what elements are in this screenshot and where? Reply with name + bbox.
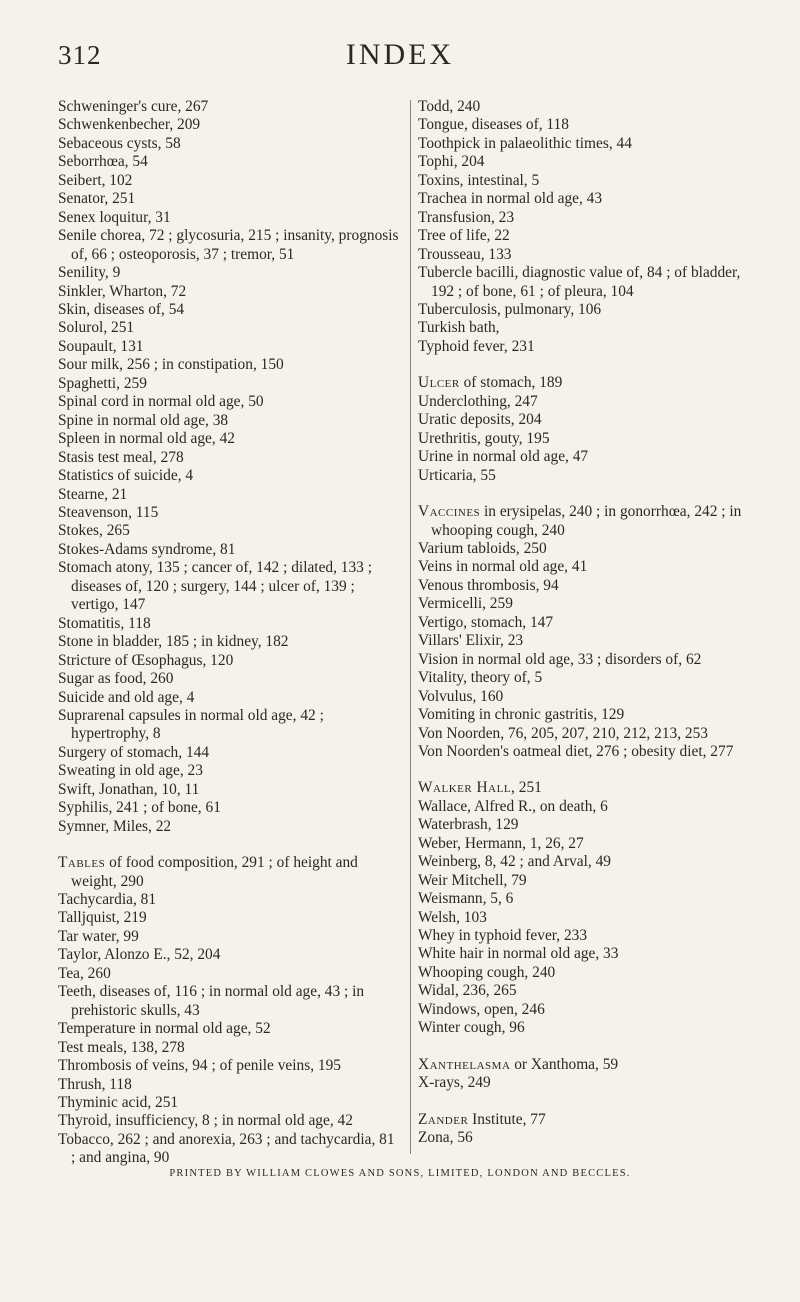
printer-footer: PRINTED BY WILLIAM CLOWES AND SONS, LIMITED, LONDON AND BECCLES.: [169, 1168, 631, 1179]
index-entry: Symner, Miles, 22: [58, 817, 172, 835]
index-entry: Stone in bladder, 185 ; in kidney, 182: [58, 633, 289, 651]
index-entry: Sweating in old age, 23: [58, 762, 203, 780]
index-entry: Widal, 236, 265: [418, 982, 517, 1000]
index-entry: Walker Hall, 251: [418, 779, 542, 797]
index-entry: Stokes-Adams syndrome, 81: [58, 540, 236, 558]
index-entry: Stricture of Œsophagus, 120: [58, 651, 234, 669]
index-entry: Weismann, 5, 6: [418, 890, 514, 908]
index-entry: Von Noorden's oatmeal diet, 276 ; obesity diet, 277: [418, 742, 734, 760]
index-entry: Syphilis, 241 ; of bone, 61: [58, 799, 221, 817]
index-entry: Vomiting in chronic gastritis, 129: [418, 706, 625, 724]
index-entry: Stasis test meal, 278: [58, 448, 184, 466]
index-entry: Tar water, 99: [58, 927, 139, 945]
index-entry: Stearne, 21: [58, 485, 128, 503]
index-entry: Vaccines in erysipelas, 240 ; in gonorrhœa, 242 ; in whooping cough, 240: [418, 503, 742, 539]
index-entry: Transfusion, 23: [418, 208, 515, 226]
index-entry: Xanthelasma or Xanthoma, 59: [418, 1055, 619, 1073]
index-entry: Wallace, Alfred R., on death, 6: [418, 797, 608, 815]
section-gap: [418, 356, 762, 374]
index-entry: Sinkler, Wharton, 72: [58, 282, 187, 300]
index-entry: Spaghetti, 259: [58, 374, 147, 392]
index-entry: White hair in normal old age, 33: [418, 945, 619, 963]
index-entry: Zona, 56: [418, 1129, 473, 1147]
index-entry: Urethritis, gouty, 195: [418, 429, 550, 447]
index-entry: Weir Mitchell, 79: [418, 871, 527, 889]
index-entry: Thrombosis of veins, 94 ; of penile veins, 195: [58, 1057, 341, 1075]
section-gap: [418, 1093, 762, 1111]
index-entry: Whey in typhoid fever, 233: [418, 927, 588, 945]
column-divider: [410, 100, 411, 1154]
index-entry: Sugar as food, 260: [58, 670, 174, 688]
index-entry: Senility, 9: [58, 264, 121, 282]
index-entry: Tables of food composition, 291 ; of height and weight, 290: [58, 854, 358, 890]
index-entry: Waterbrash, 129: [418, 816, 519, 834]
index-entry: Steavenson, 115: [58, 503, 159, 521]
index-entry: Windows, open, 246: [418, 1000, 545, 1018]
page-number: 312: [58, 40, 102, 70]
index-entry: Winter cough, 96: [418, 1019, 525, 1037]
index-entry: Senator, 251: [58, 190, 136, 208]
index-entry: Thyroid, insufficiency, 8 ; in normal old age, 42: [58, 1112, 353, 1130]
index-entry: Stomatitis, 118: [58, 614, 151, 632]
index-entry: Trousseau, 133: [418, 245, 512, 263]
index-entry: Spinal cord in normal old age, 50: [58, 393, 264, 411]
index-entry: Tubercle bacilli, diagnostic value of, 84 ; of bladder, 192 ; of bone, 61 ; of pleura, 104: [418, 264, 741, 300]
index-entry: Suprarenal capsules in normal old age, 42 ; hypertrophy, 8: [58, 706, 324, 743]
index-entry: Teeth, diseases of, 116 ; in normal old age, 43 ; in prehistoric skulls, 43: [58, 983, 365, 1019]
index-entry: Underclothing, 247: [418, 392, 538, 410]
index-entry: Zander Institute, 77: [418, 1110, 546, 1128]
index-entry: Typhoid fever, 231: [418, 337, 535, 355]
index-entry: Thrush, 118: [58, 1075, 132, 1093]
index-entry: Ulcer of stomach, 189: [418, 374, 563, 392]
index-entry: Vertigo, stomach, 147: [418, 613, 554, 631]
index-entry: Swift, Jonathan, 10, 11: [58, 780, 200, 798]
index-entry: Taylor, Alonzo E., 52, 204: [58, 946, 221, 964]
index-entry: Spleen in normal old age, 42: [58, 430, 235, 448]
index-entry: Varium tabloids, 250: [418, 539, 547, 557]
index-entry: Weber, Hermann, 1, 26, 27: [418, 834, 584, 852]
index-entry: Test meals, 138, 278: [58, 1038, 185, 1056]
index-entry: Trachea in normal old age, 43: [418, 190, 603, 208]
index-entry: Veins in normal old age, 41: [418, 558, 588, 576]
index-entry: Statistics of suicide, 4: [58, 467, 194, 485]
index-entry: Thyminic acid, 251: [58, 1094, 179, 1112]
index-entry: Tea, 260: [58, 964, 111, 982]
section-gap: [418, 1038, 762, 1056]
index-entry: Whooping cough, 240: [418, 963, 556, 981]
index-entry: Vermicelli, 259: [418, 595, 513, 613]
index-entry: Senex loquitur, 31: [58, 208, 171, 226]
index-entry: Skin, diseases of, 54: [58, 300, 185, 318]
index-column-left: [58, 98, 402, 1168]
section-gap: [418, 485, 762, 503]
index-entry: Tongue, diseases of, 118: [418, 116, 569, 134]
index-entry: Stokes, 265: [58, 522, 130, 540]
index-entry: Sour milk, 256 ; in constipation, 150: [58, 356, 284, 374]
index-entry: Suicide and old age, 4: [58, 688, 195, 706]
index-entry: Tree of life, 22: [418, 227, 510, 245]
index-entry: Toxins, intestinal, 5: [418, 171, 540, 189]
index-entry: Spine in normal old age, 38: [58, 411, 229, 429]
index-entry: Seibert, 102: [58, 171, 133, 189]
index-entry: Tobacco, 262 ; and anorexia, 263 ; and tachycardia, 81 ; and angina, 90: [58, 1130, 395, 1167]
index-entry: Tuberculosis, pulmonary, 106: [418, 300, 602, 318]
section-gap: [58, 836, 402, 854]
index-entry: X-rays, 249: [418, 1074, 491, 1092]
index-entry: Sebaceous cysts, 58: [58, 134, 181, 152]
index-entry: Volvulus, 160: [418, 687, 504, 705]
index-entry: Senile chorea, 72 ; glycosuria, 215 ; insanity, prognosis of, 66 ; osteoporosis, 37 ; tremor, 51: [58, 227, 399, 263]
index-column-right: [418, 98, 762, 1148]
index-entry: Vitality, theory of, 5: [418, 669, 543, 687]
index-entry: Von Noorden, 76, 205, 207, 210, 212, 213, 253: [418, 724, 708, 742]
index-entry: Tachycardia, 81: [58, 891, 157, 909]
index-entry: Stomach atony, 135 ; cancer of, 142 ; dilated, 133 ; diseases of, 120 ; surgery, 144 ; ulcer of, 139 ; vertigo, 147: [58, 559, 373, 614]
index-entry: Turkish bath,: [418, 319, 500, 337]
index-entry: Tophi, 204: [418, 153, 485, 171]
index-entry: Solurol, 251: [58, 319, 135, 337]
index-entry: Seborrhœa, 54: [58, 153, 148, 171]
index-entry: Schweninger's cure, 267: [58, 98, 209, 115]
index-entry: Welsh, 103: [418, 908, 487, 926]
section-gap: [418, 761, 762, 779]
index-entry: Villars' Elixir, 23: [418, 632, 524, 650]
page-title: INDEX: [345, 38, 455, 71]
index-entry: Todd, 240: [418, 98, 481, 115]
index-entry: Vision in normal old age, 33 ; disorders of, 62: [418, 650, 702, 668]
index-entry: Urine in normal old age, 47: [418, 448, 589, 466]
index-entry: Surgery of stomach, 144: [58, 743, 210, 761]
index-entry: Soupault, 131: [58, 337, 144, 355]
index-entry: Schwenkenbecher, 209: [58, 116, 201, 134]
index-entry: Venous thrombosis, 94: [418, 576, 559, 594]
index-entry: Weinberg, 8, 42 ; and Arval, 49: [418, 853, 611, 871]
index-entry: Temperature in normal old age, 52: [58, 1020, 271, 1038]
index-entry: Talljquist, 219: [58, 909, 147, 927]
index-entry: Uratic deposits, 204: [418, 411, 542, 429]
index-entry: Urticaria, 55: [418, 466, 496, 484]
index-entry: Toothpick in palaeolithic times, 44: [418, 134, 632, 152]
